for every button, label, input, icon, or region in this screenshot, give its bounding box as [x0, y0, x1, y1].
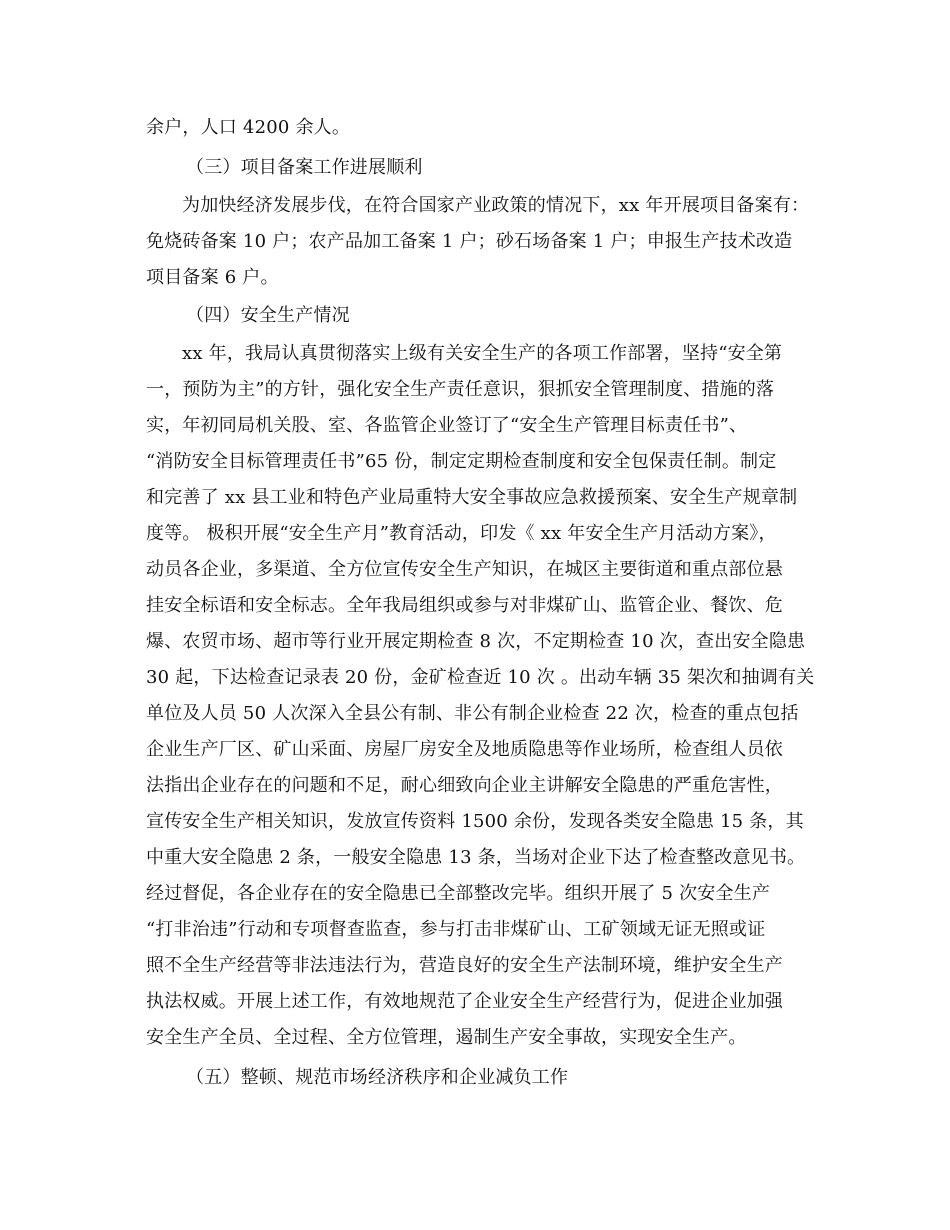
- text-line: 项目备案 6 户。: [146, 267, 279, 288]
- text-line: 宣传安全生产相关知识，发放宣传资料 1500 余份，发现各类安全隐患 15 条，其: [146, 811, 804, 832]
- text-line: 安全生产全员、全过程、全方位管理，遏制生产安全事故，实现安全生产。: [146, 1027, 747, 1048]
- section-heading: （四）安全生产情况: [186, 305, 350, 326]
- text-line: 经过督促，各企业存在的安全隐患已全部整改完毕。组织开展了 5 次安全生产: [146, 883, 771, 904]
- text-line: 免烧砖备案 10 户；农产品加工备案 1 户；砂石场备案 1 户；申报生产技术改造: [146, 231, 793, 252]
- text-line: 挂安全标语和安全标志。全年我局组织或参与对非煤矿山、监管企业、餐饮、危: [146, 595, 783, 616]
- text-line: xx 年，我局认真贯彻落实上级有关安全生产的各项工作部署，坚持“安全第: [182, 343, 783, 364]
- text-line: 中重大安全隐患 2 条，一般安全隐患 13 条，当场对企业下达了检查整改意见书。: [146, 847, 806, 868]
- text-line: 余户，人口 4200 余人。: [146, 117, 351, 138]
- text-line: 30 起，下达检查记录表 20 份，金矿检查近 10 次 。出动车辆 35 架次和抽调有关: [146, 667, 815, 688]
- text-line: 为加快经济发展步伐，在符合国家产业政策的情况下，xx 年开展项目备案有：: [182, 195, 810, 216]
- text-line: 度等。 极积开展“安全生产月”教育活动，印发《 xx 年安全生产月活动方案》，: [146, 523, 777, 544]
- text-line: 爆、农贸市场、超市等行业开展定期检查 8 次，不定期检查 10 次，查出安全隐患: [146, 631, 806, 652]
- section-heading: （三）项目备案工作进展顺利: [186, 157, 423, 178]
- text-line: “消防安全目标管理责任书”65 份，制定定期检查制度和安全包保责任制。制定: [146, 451, 777, 472]
- section-heading: （五）整顿、规范市场经济秩序和企业减负工作: [186, 1067, 569, 1088]
- text-line: 一，预防为主”的方针，强化安全生产责任意识，狠抓安全管理制度、措施的落: [146, 379, 775, 400]
- text-line: 照不全生产经营等非法违法行为，营造良好的安全生产法制环境，维护安全生产: [146, 955, 783, 976]
- text-line: 动员各企业，多渠道、全方位宣传安全生产知识，在城区主要街道和重点部位悬: [146, 559, 783, 580]
- text-line: 和完善了 xx 县工业和特色产业局重特大安全事故应急救援预案、安全生产规章制: [146, 487, 798, 508]
- text-line: 企业生产厂区、矿山采面、房屋厂房安全及地质隐患等作业场所，检查组人员依: [146, 739, 783, 760]
- text-line: 实，年初同局机关股、室、各监管企业签订了“安全生产管理目标责任书”、: [146, 415, 748, 436]
- text-line: 法指出企业存在的问题和不足，耐心细致向企业主讲解安全隐患的严重危害性，: [146, 775, 783, 796]
- text-line: 单位及人员 50 人次深入全县公有制、非公有制企业检查 22 次，检查的重点包括: [146, 703, 799, 724]
- text-line: 执法权威。开展上述工作，有效地规范了企业安全生产经营行为，促进企业加强: [146, 991, 783, 1012]
- text-line: “打非治违”行动和专项督查监查，参与打击非煤矿山、工矿领域无证无照或证: [146, 919, 766, 940]
